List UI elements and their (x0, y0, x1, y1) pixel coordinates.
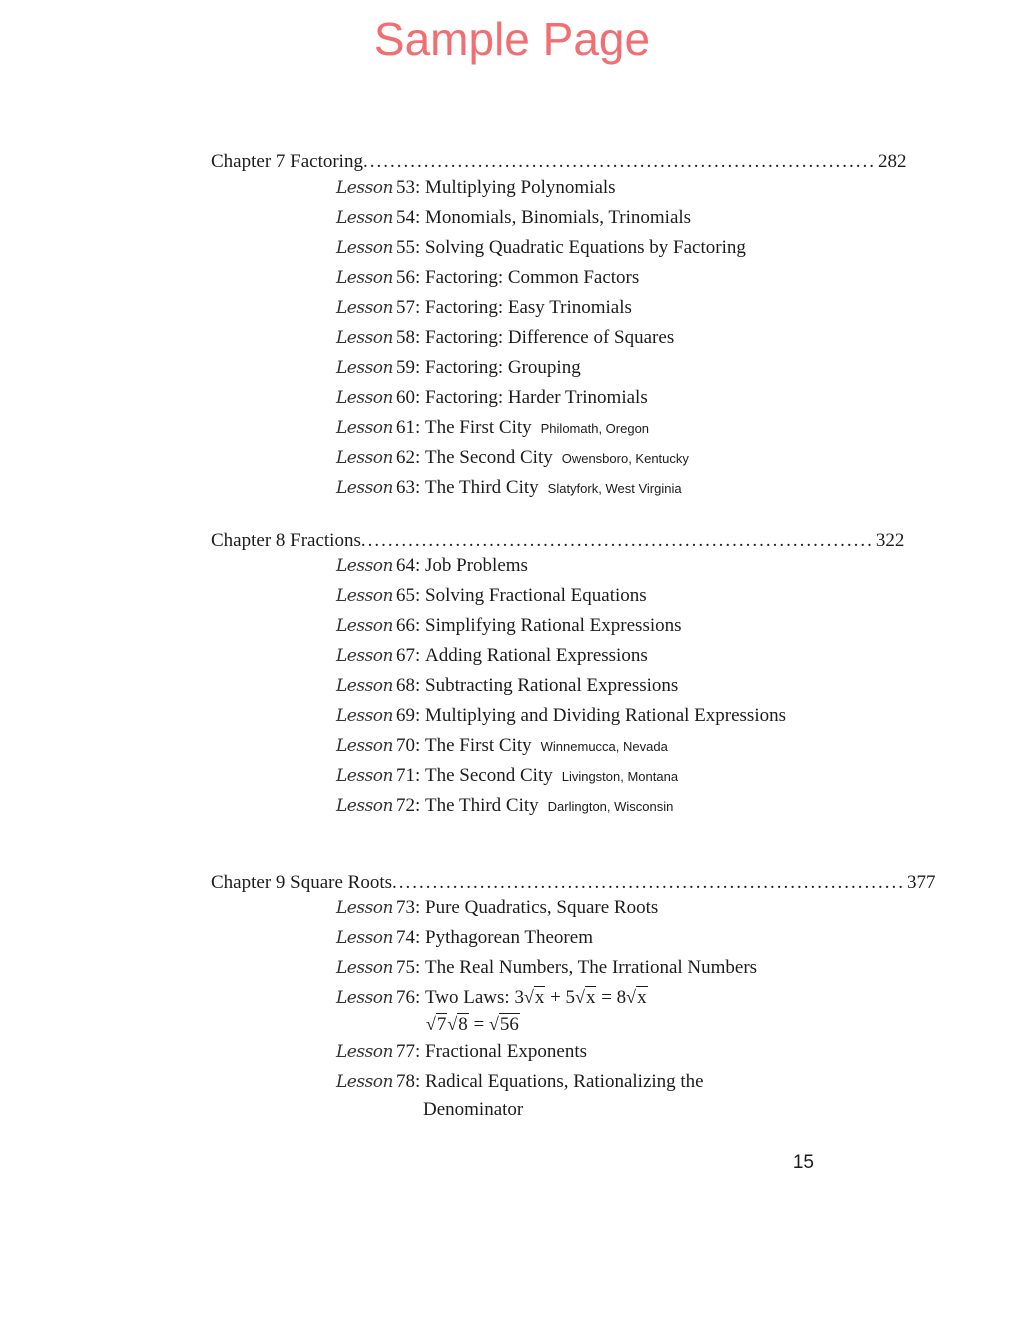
lesson-entry: Lesson 76 : Two Laws: 3√x + 5√x = 8√x (336, 987, 647, 1008)
lesson-number: 63 (395, 477, 415, 498)
lesson-word: Lesson (336, 556, 393, 576)
lesson-entry: Lesson 70 : The First City Winnemucca, Nevada (336, 735, 668, 756)
radical-product-formula (426, 1014, 520, 1042)
lesson-title: Adding Rational Expressions (425, 645, 648, 666)
lesson-title: Solving Quadratic Equations by Factoring (425, 237, 746, 258)
lesson-word: Lesson (336, 298, 393, 318)
lesson-entry: Lesson 55 : Solving Quadratic Equations by Factoring (336, 237, 746, 258)
lesson-number: 67 (395, 645, 415, 666)
lesson-title: Two Laws: (425, 987, 510, 1008)
lesson-number: 58 (395, 327, 415, 348)
lesson-word: Lesson (336, 238, 393, 258)
lesson-word: Lesson (336, 736, 393, 756)
lesson-title: Factoring: Harder Trinomials (425, 387, 648, 408)
radical: √x (575, 987, 596, 1008)
dot-leader: ........................................................................... (398, 872, 906, 893)
radicand: x (585, 987, 596, 1008)
lesson-title: Monomials, Binomials, Trinomials (425, 207, 692, 228)
chapter-title: Chapter 8 Fractions. (211, 530, 366, 551)
lesson-title: Factoring: Grouping (425, 357, 581, 378)
lesson-number: 74 (395, 927, 415, 948)
lesson-city: Owensboro, Kentucky (561, 451, 689, 466)
lesson-title: Multiplying Polynomials (425, 177, 616, 198)
lesson-entry: Lesson 62 : The Second City Owensboro, Kentucky (336, 447, 689, 468)
lesson-entry: Lesson 72 : The Third City Darlington, Wisconsin (336, 795, 674, 816)
lesson-word: Lesson (336, 616, 393, 636)
lesson-title-continuation: Denominator (423, 1099, 524, 1120)
lesson-word: Lesson (336, 676, 393, 696)
lesson-number: 54 (395, 207, 415, 228)
lesson-word: Lesson (336, 418, 393, 438)
lesson-entry: Lesson 56 : Factoring: Common Factors (336, 267, 640, 288)
lesson-entry: Lesson 58 : Factoring: Difference of Squares (336, 327, 675, 348)
chapter-page-number: 282 (877, 151, 907, 172)
lesson-title: The Second City (425, 447, 553, 468)
lesson-number: 60 (395, 387, 415, 408)
lesson-word: Lesson (336, 1072, 393, 1092)
lesson-number: 53 (395, 177, 415, 198)
lesson-title: The First City (425, 417, 532, 438)
lesson-number: 62 (395, 447, 415, 468)
lesson-entry: Lesson 68 : Subtracting Rational Expressions (336, 675, 679, 696)
lesson-number: 78 (395, 1071, 415, 1092)
lesson-title: Radical Equations, Rationalizing the (425, 1071, 704, 1092)
lesson-entry: Lesson 67 : Adding Rational Expressions (336, 645, 648, 666)
lesson-word: Lesson (336, 706, 393, 726)
chapter-page-number: 377 (907, 872, 936, 893)
lesson-title: Solving Fractional Equations (425, 585, 647, 606)
lesson-entry: Lesson 73 : Pure Quadratics, Square Roots (336, 897, 659, 918)
sample-page-watermark: Sample Page (373, 13, 651, 65)
lesson-word: Lesson (336, 766, 393, 786)
lesson-word: Lesson (336, 268, 393, 288)
lesson-number: 69 (395, 705, 415, 726)
chapter-title: Chapter 7 Factoring. (211, 151, 368, 172)
lesson-number: 72 (395, 795, 415, 816)
lesson-city: Philomath, Oregon (540, 421, 650, 436)
lesson-entry: Lesson 60 : Factoring: Harder Trinomials (336, 387, 648, 408)
chapter-8-heading (211, 530, 905, 556)
lesson-entry: Lesson 75 : The Real Numbers, The Irrational Numbers (336, 957, 758, 978)
lesson-word: Lesson (336, 358, 393, 378)
lesson-entry: Lesson 66 : Simplifying Rational Expressions (336, 615, 682, 636)
operator: = 8 (596, 987, 627, 1008)
chapter-page-number: 322 (875, 530, 905, 551)
lesson-entry: Lesson 53 : Multiplying Polynomials (336, 177, 616, 198)
lesson-word: Lesson (336, 388, 393, 408)
lesson-number: 56 (395, 267, 415, 288)
radical-law-formula (514, 987, 647, 1009)
lesson-number: 59 (395, 357, 415, 378)
lesson-word: Lesson (336, 586, 393, 606)
lesson-entry: Lesson 69 : Multiplying and Dividing Rational Expressions (336, 705, 786, 726)
radicand: x (637, 987, 647, 1008)
lesson-title: Factoring: Difference of Squares (425, 327, 675, 348)
lesson-word: Lesson (336, 478, 393, 498)
lesson-number: 65 (395, 585, 415, 606)
lesson-word: Lesson (336, 898, 393, 918)
lesson-entry: Lesson 61 : The First City Philomath, Oregon (336, 417, 650, 438)
radical: √8 (447, 1014, 468, 1035)
chapter-9-heading (211, 872, 936, 898)
operator: + 5 (545, 987, 576, 1008)
radicand: 56 (499, 1014, 519, 1035)
lesson-word: Lesson (336, 448, 393, 468)
radicand: 8 (458, 1014, 468, 1035)
chapter-7-heading (211, 151, 907, 177)
lesson-title: Multiplying and Dividing Rational Expressions (425, 705, 786, 726)
lesson-word: Lesson (336, 988, 393, 1008)
lesson-number: 57 (395, 297, 415, 318)
lesson-entry: Lesson 74 : Pythagorean Theorem (336, 927, 593, 948)
lesson-number: 75 (395, 957, 415, 978)
lesson-title: Pure Quadratics, Square Roots (425, 897, 659, 918)
lesson-title: Subtracting Rational Expressions (425, 675, 679, 696)
radical: √7 (426, 1014, 447, 1035)
lesson-title: Simplifying Rational Expressions (425, 615, 682, 636)
lesson-city: Livingston, Montana (561, 769, 679, 784)
lesson-title: The Third City (425, 795, 539, 816)
lesson-number: 71 (395, 765, 415, 786)
chapter-title: Chapter 9 Square Roots. (211, 872, 397, 893)
coefficient: 3 (514, 987, 524, 1008)
page-number: 15 (792, 1152, 814, 1173)
lesson-word: Lesson (336, 958, 393, 978)
lesson-number: 66 (395, 615, 415, 636)
lesson-title: Factoring: Common Factors (425, 267, 640, 288)
dot-leader: ........................................................................... (367, 530, 874, 551)
lesson-entry: Lesson 59 : Factoring: Grouping (336, 357, 581, 378)
lesson-entry: Lesson 77 : Fractional Exponents (336, 1041, 588, 1062)
radical: √56 (489, 1014, 519, 1035)
lesson-entry: Lesson 78 : Radical Equations, Rationalizing the (336, 1071, 704, 1092)
lesson-title: Job Problems (425, 555, 528, 576)
lesson-title: The Second City (425, 765, 553, 786)
lesson-entry: Lesson 57 : Factoring: Easy Trinomials (336, 297, 632, 318)
lesson-city: Darlington, Wisconsin (547, 799, 674, 814)
lesson-word: Lesson (336, 328, 393, 348)
lesson-title: Pythagorean Theorem (425, 927, 593, 948)
lesson-title: Fractional Exponents (425, 1041, 588, 1062)
lesson-city: Winnemucca, Nevada (540, 739, 668, 754)
lesson-title: The First City (425, 735, 532, 756)
lesson-word: Lesson (336, 208, 393, 228)
lesson-number: 64 (395, 555, 415, 576)
lesson-number: 77 (395, 1041, 415, 1062)
lesson-entry: Lesson 54 : Monomials, Binomials, Trinomials (336, 207, 692, 228)
lesson-entry: Lesson 65 : Solving Fractional Equations (336, 585, 647, 606)
lesson-title: The Real Numbers, The Irrational Numbers (425, 957, 758, 978)
radical: √x (523, 987, 545, 1008)
lesson-city: Slatyfork, West Virginia (547, 481, 682, 496)
lesson-word: Lesson (336, 1042, 393, 1062)
lesson-word: Lesson (336, 796, 393, 816)
lesson-entry: Lesson 64 : Job Problems (336, 555, 528, 576)
lesson-title: Factoring: Easy Trinomials (425, 297, 632, 318)
lesson-number: 70 (395, 735, 415, 756)
lesson-number: 68 (395, 675, 415, 696)
lesson-number: 73 (395, 897, 415, 918)
radical: √x (626, 987, 647, 1008)
lesson-number: 61 (395, 417, 415, 438)
lesson-number: 55 (395, 237, 415, 258)
radicand: x (534, 987, 545, 1008)
lesson-word: Lesson (336, 646, 393, 666)
lesson-entry: Lesson 71 : The Second City Livingston, Montana (336, 765, 679, 786)
dot-leader: ........................................................................... (369, 151, 876, 172)
lesson-title: The Third City (425, 477, 539, 498)
lesson-number: 76 (395, 987, 415, 1008)
lesson-word: Lesson (336, 928, 393, 948)
lesson-word: Lesson (336, 178, 393, 198)
lesson-entry: Lesson 63 : The Third City Slatyfork, West Virginia (336, 477, 682, 498)
operator: = (468, 1014, 489, 1035)
radicand: 7 (436, 1014, 447, 1035)
